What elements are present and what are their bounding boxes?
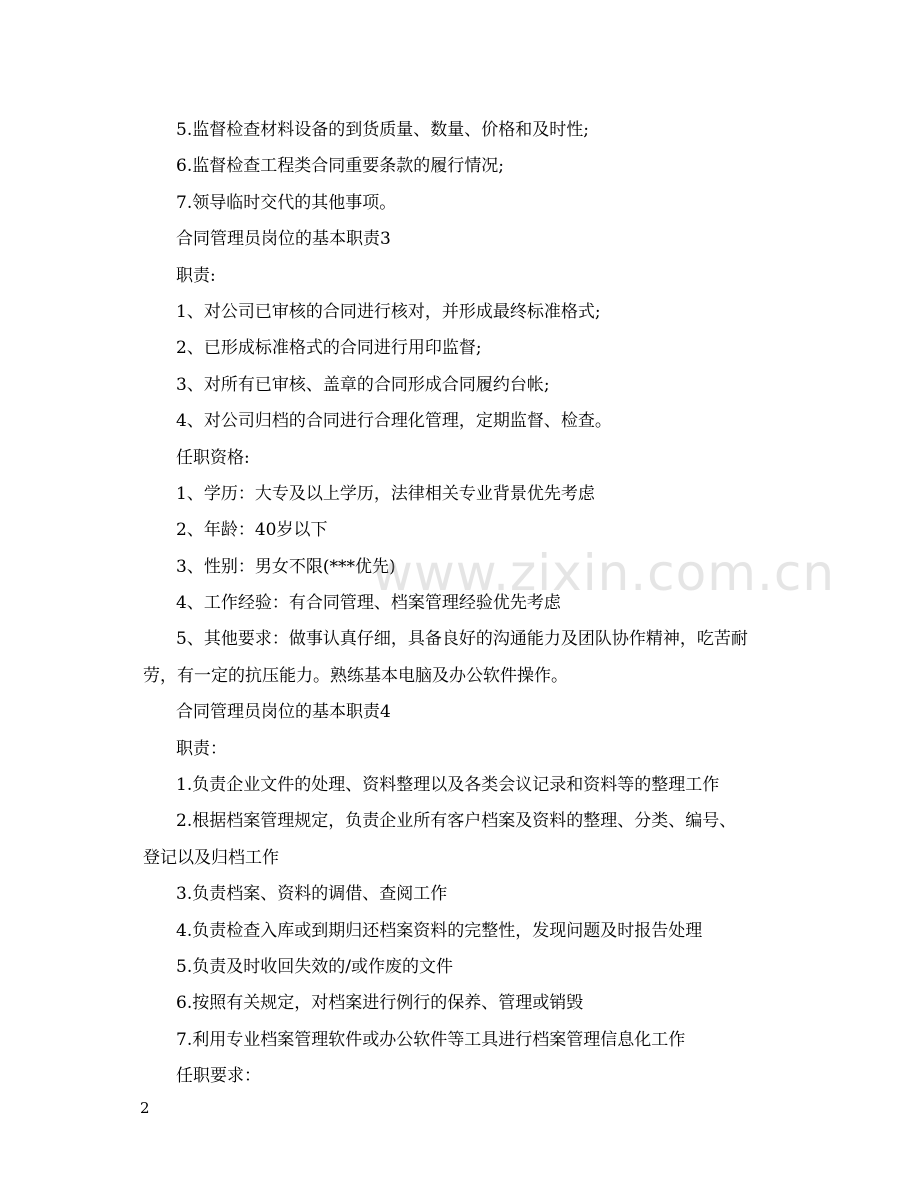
paragraph-line: 4.负责检查入库或到期归还档案资料的完整性，发现问题及时报告处理 (176, 920, 703, 941)
paragraph-line: 1、学历：大专及以上学历，法律相关专业背景优先考虑 (176, 483, 595, 504)
subsection-label: 职责: (176, 265, 216, 286)
paragraph-line: 3.负责档案、资料的调借、查阅工作 (176, 884, 448, 905)
paragraph-line: 6.按照有关规定，对档案进行例行的保养、管理或销毁 (176, 993, 584, 1014)
watermark-text: www.zixin.com.cn (372, 544, 836, 602)
paragraph-line: 3、对所有已审核、盖章的合同形成合同履约台帐; (176, 374, 550, 395)
paragraph-line: 7.领导临时交代的其他事项。 (176, 192, 397, 213)
subsection-label: 职责： (176, 738, 227, 759)
paragraph-line: 5、其他要求：做事认真仔细，具备良好的沟通能力及团队协作精神，吃苦耐 (176, 629, 748, 650)
page-number: 2 (140, 1099, 150, 1117)
paragraph-line: 6.监督检查工程类合同重要条款的履行情况; (176, 156, 504, 177)
paragraph-line-continued: 登记以及归档工作 (143, 847, 279, 868)
paragraph-line: 4、对公司归档的合同进行合理化管理，定期监督、检查。 (176, 411, 612, 432)
paragraph-line: 7.利用专业档案管理软件或办公软件等工具进行档案管理信息化工作 (176, 1029, 686, 1050)
paragraph-line: 3、性别：男女不限(***优先) (176, 556, 396, 577)
subsection-label: 任职要求： (176, 1066, 261, 1087)
paragraph-line: 2、已形成标准格式的合同进行用印监督; (176, 338, 482, 359)
paragraph-line: 2、年龄：40岁以下 (176, 520, 328, 541)
paragraph-line-continued: 劳，有一定的抗压能力。熟练基本电脑及办公软件操作。 (143, 665, 568, 686)
paragraph-line: 4、工作经验：有合同管理、档案管理经验优先考虑 (176, 593, 561, 614)
document-body (143, 112, 783, 1095)
paragraph-line: 2.根据档案管理规定，负责企业所有客户档案及资料的整理、分类、编号、 (176, 811, 737, 832)
paragraph-line: 1.负责企业文件的处理、资料整理以及各类会议记录和资料等的整理工作 (176, 775, 720, 796)
section-heading: 合同管理员岗位的基本职责4 (176, 702, 391, 723)
paragraph-line: 1、对公司已审核的合同进行核对，并形成最终标准格式; (176, 301, 601, 322)
paragraph-line: 5.负责及时收回失效的/或作废的文件 (176, 956, 453, 977)
subsection-label: 任职资格: (176, 447, 250, 468)
paragraph-line: 5.监督检查材料设备的到货质量、数量、价格和及时性; (176, 120, 589, 140)
section-heading: 合同管理员岗位的基本职责3 (176, 229, 391, 250)
